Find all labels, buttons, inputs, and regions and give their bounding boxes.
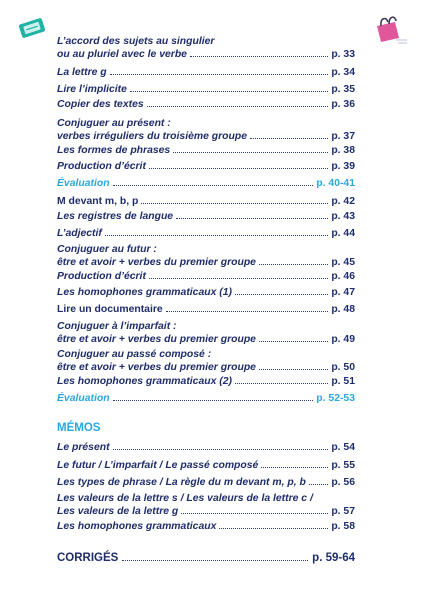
toc-entry-title: Conjuguer au présent : <box>57 118 171 129</box>
toc-entry-title: Les homophones grammaticaux <box>57 521 217 532</box>
toc-entry-title: Conjuguer au futur : <box>57 244 157 255</box>
toc-entry[interactable] <box>57 144 355 157</box>
toc-entry-title: Production d’écrit <box>57 271 146 282</box>
toc-entry-page: p. 51 <box>331 376 355 387</box>
dot-leader <box>130 91 328 92</box>
toc-entry-title: Conjuguer à l’imparfait : <box>57 321 177 332</box>
dot-leader <box>261 467 328 468</box>
toc-entry-title: verbes irréguliers du troisième groupe <box>57 131 247 142</box>
corriges-page: p. 59-64 <box>312 552 355 564</box>
toc-entry-title: être et avoir + verbes du premier groupe <box>57 257 256 268</box>
dot-leader <box>235 294 328 295</box>
dot-leader <box>166 311 329 312</box>
toc-entry[interactable] <box>57 375 355 388</box>
toc-entry-title: ou au pluriel avec le verbe <box>57 49 187 60</box>
toc-entry-title: Les types de phrase / La règle du m devant m, p, b <box>57 477 306 488</box>
dot-leader <box>113 185 314 186</box>
dot-leader <box>259 369 328 370</box>
toc-entry-title: La lettre g <box>57 67 107 78</box>
dot-leader <box>235 383 328 384</box>
dot-leader <box>181 513 328 514</box>
dot-leader <box>309 484 328 485</box>
toc-entry-page: p. 34 <box>331 67 355 78</box>
corriges-entry[interactable] <box>57 551 355 565</box>
toc-entry[interactable] <box>57 98 355 111</box>
toc-entry[interactable] <box>57 227 355 240</box>
toc-entry[interactable] <box>57 160 355 173</box>
toc-entry-title: L’adjectif <box>57 228 102 239</box>
toc-entry-page: p. 50 <box>331 362 355 373</box>
toc-entry-title: Lire un documentaire <box>57 304 163 315</box>
toc-entry-page: p. 36 <box>331 99 355 110</box>
toc-entry-page: p. 56 <box>331 477 355 488</box>
toc-entry[interactable] <box>57 441 355 454</box>
corriges-label: CORRIGÉS <box>57 552 119 564</box>
binder-clip-icon <box>369 14 409 48</box>
toc-entry-title: Le futur / L’imparfait / Le passé composé <box>57 460 259 471</box>
toc-entry-page: p. 45 <box>331 257 355 268</box>
toc-entry[interactable] <box>57 286 355 299</box>
toc-entry-page: p. 43 <box>331 211 355 222</box>
dot-leader <box>190 56 328 57</box>
toc-entry-title: Conjuguer au passé composé : <box>57 349 212 360</box>
memos-title: MÉMOS <box>57 422 101 434</box>
toc-entry-page: p. 37 <box>331 131 355 142</box>
toc-entry[interactable] <box>57 66 355 79</box>
toc-entry[interactable] <box>57 210 355 223</box>
toc-entry-page: p. 55 <box>331 460 355 471</box>
toc-entry[interactable] <box>57 270 355 283</box>
dot-leader <box>105 235 328 236</box>
toc-entry[interactable] <box>57 35 355 61</box>
toc-entry-title: Production d’écrit <box>57 161 146 172</box>
dot-leader <box>113 449 329 450</box>
dot-leader <box>141 203 328 204</box>
toc-entry-page: p. 33 <box>331 49 355 60</box>
toc-entry-page: p. 47 <box>331 287 355 298</box>
toc-entry-title: L’accord des sujets au singulier <box>57 36 215 47</box>
toc-entry-title: être et avoir + verbes du premier groupe <box>57 334 256 345</box>
toc-entry[interactable] <box>57 320 355 346</box>
toc-entry[interactable] <box>57 476 355 489</box>
toc-entry-page: p. 52-53 <box>316 393 355 404</box>
toc-entry[interactable] <box>57 492 355 518</box>
toc-entry[interactable] <box>57 459 355 472</box>
toc-entry-page: p. 38 <box>331 145 355 156</box>
toc-entry-title: Les registres de langue <box>57 211 174 222</box>
toc-entry-page: p. 44 <box>331 228 355 239</box>
toc-entry[interactable] <box>57 392 355 405</box>
dot-leader <box>149 278 328 279</box>
dot-leader <box>250 138 328 139</box>
dot-leader <box>259 341 328 342</box>
toc-entry-title: Les homophones grammaticaux (1) <box>57 287 232 298</box>
toc-entry[interactable] <box>57 83 355 96</box>
toc-entry-title: Le présent <box>57 442 110 453</box>
toc-entry-page: p. 48 <box>331 304 355 315</box>
dot-leader <box>149 168 328 169</box>
toc-entry[interactable] <box>57 177 355 190</box>
dot-leader <box>219 528 328 529</box>
dot-leader <box>122 560 308 561</box>
toc-entry-title: M devant m, b, p <box>57 196 139 207</box>
dot-leader <box>147 106 329 107</box>
toc-entry-title: être et avoir + verbes du premier groupe <box>57 362 256 373</box>
toc-entry-page: p. 35 <box>331 84 355 95</box>
ticket-icon <box>17 17 47 39</box>
toc-entry-title: Évaluation <box>57 393 110 404</box>
toc-entry[interactable] <box>57 195 355 208</box>
toc-entry-page: p. 40-41 <box>316 178 355 189</box>
toc-entry-title: Les homophones grammaticaux (2) <box>57 376 232 387</box>
dot-leader <box>173 152 328 153</box>
dot-leader <box>110 74 329 75</box>
toc-entry-page: p. 57 <box>331 506 355 517</box>
toc-entry[interactable] <box>57 117 355 143</box>
toc-entry-page: p. 58 <box>331 521 355 532</box>
toc-entry-title: Évaluation <box>57 178 110 189</box>
toc-entry-page: p. 54 <box>331 442 355 453</box>
toc-entry-title: Les formes de phrases <box>57 145 171 156</box>
toc-entry-page: p. 42 <box>331 196 355 207</box>
toc-entry-title: Les valeurs de la lettre s / Les valeurs de la lettre c / <box>57 493 313 504</box>
toc-entry-page: p. 39 <box>331 161 355 172</box>
toc-entry-page: p. 46 <box>331 271 355 282</box>
toc-entry[interactable] <box>57 348 355 374</box>
toc-entry-title: Lire l’implicite <box>57 84 127 95</box>
toc-entry[interactable] <box>57 520 355 533</box>
dot-leader <box>176 218 328 219</box>
dot-leader <box>113 400 314 401</box>
dot-leader <box>259 264 328 265</box>
toc-entry-page: p. 49 <box>331 334 355 345</box>
toc-entry[interactable] <box>57 303 355 316</box>
toc-entry-title: Copier des textes <box>57 99 144 110</box>
toc-entry[interactable] <box>57 243 355 269</box>
toc-entry-title: Les valeurs de la lettre g <box>57 506 179 517</box>
